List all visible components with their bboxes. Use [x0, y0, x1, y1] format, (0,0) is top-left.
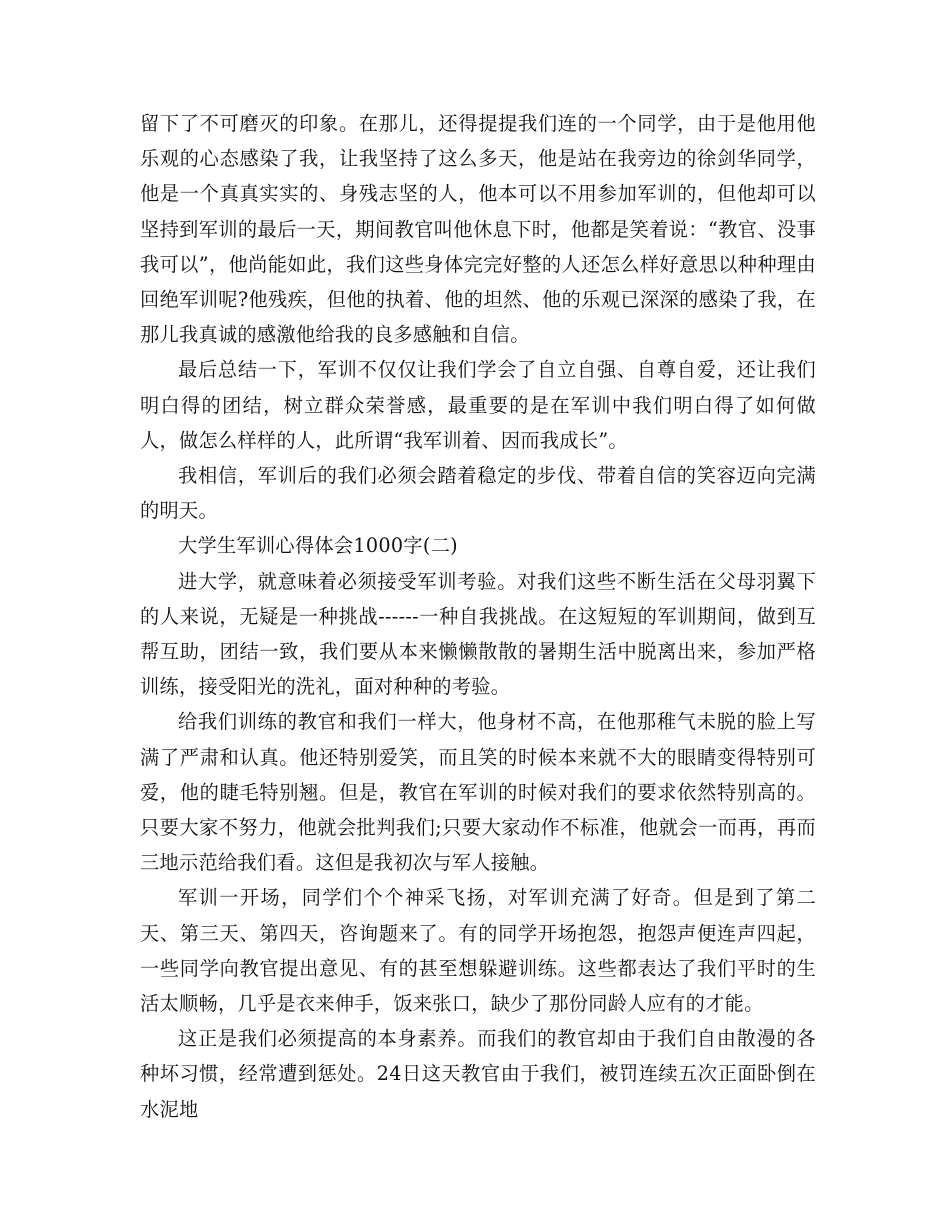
- paragraph: 最后总结一下，军训不仅仅让我们学会了自立自强、自尊自爱，还让我们明白得的团结，树立群众荣誉感，最重要的是在军训中我们明白得了如何做人，做怎么样样的人，此所谓“我军训着、因而我成长”。: [140, 358, 816, 452]
- paragraph: 我相信，军训后的我们必须会踏着稳定的步伐、带着自信的笑容迈向完满的明天。: [140, 464, 816, 523]
- paragraph: 军训一开场，同学们个个神采飞扬，对军训充满了好奇。但是到了第二天、第三天、第四天，咨询题来了。有的同学开场抱怨，抱怨声便连声四起，一些同学向教官提出意见、有的甚至想躲避训练。这些都表达了我们平时的生活太顺畅，几乎是衣来伸手，饭来张口，缺少了那份同龄人应有的才能。: [140, 886, 816, 1016]
- paragraph: 给我们训练的教官和我们一样大，他身材不高，在他那稚气未脱的脸上写满了严肃和认真。他还特别爱笑，而且笑的时候本来就不大的眼睛变得特别可爱，他的睫毛特别翘。但是，教官在军训的时候对我们的要求依然特别高的。只要大家不努力，他就会批判我们;只要大家动作不标准，他就会一而再，再而三地示范给我们看。这但是我初次与军人接触。: [140, 710, 816, 875]
- document-body: [140, 106, 816, 1127]
- paragraph: 这正是我们必须提高的本身素养。而我们的教官却由于我们自由散漫的各种坏习惯，经常遭到惩处。24日这天教官由于我们，被罚连续五次正面卧倒在水泥地: [140, 1027, 816, 1121]
- section-heading: 大学生军训心得体会1000字(二): [178, 534, 458, 558]
- paragraph: 进大学，就意味着必须接受军训考验。对我们这些不断生活在父母羽翼下的人来说，无疑是一种挑战------一种自我挑战。在这短短的军训期间，做到互帮互助，团结一致，我们要从本来懒懒散散的暑期生活中脱离出来，参加严格训练，接受阳光的洗礼，面对种种的考验。: [140, 569, 816, 699]
- paragraph: 留下了不可磨灭的印象。在那儿，还得提提我们连的一个同学，由于是他用他乐观的心态感染了我，让我坚持了这么多天，他是站在我旁边的徐剑华同学，他是一个真真实实的、身残志坚的人，他本可以不用参加军训的，但他却可以坚持到军训的最后一天，期间教官叫他休息下时，他都是笑着说：“教官、没事我可以”，他尚能如此，我们这些身体完完好整的人还怎么样好意思以种种理由回绝军训呢?他残疾，但他的执着、他的坦然、他的乐观已深深的感染了我，在那儿我真诚的感激他给我的良多感触和自信。: [140, 112, 816, 347]
